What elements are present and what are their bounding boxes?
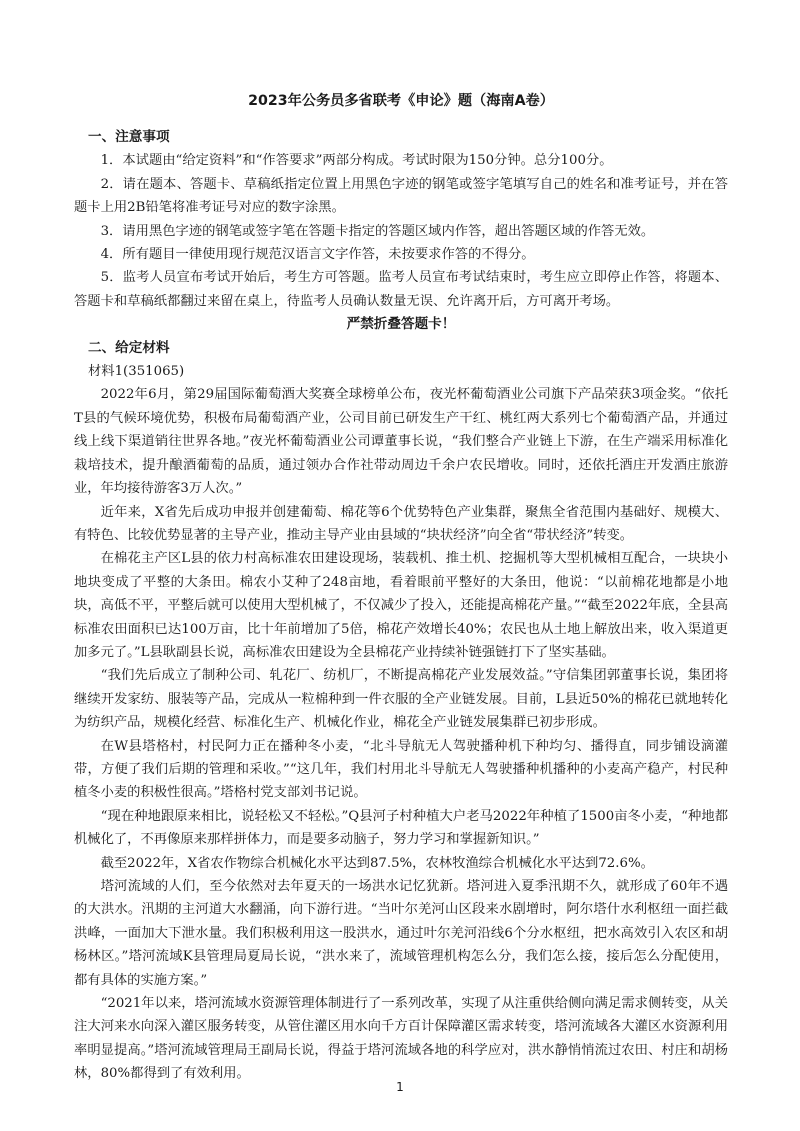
material-paragraph: “2021年以来，塔河流域水资源管理体制进行了一系列改革，实现了从注重供给侧向满足需求侧转变，从关注大河来水向深入灌区服务转变，从管住灌区用水向千方百计保障灌区需求转变，塔河流域各大灌区水资源利用率明显提高。”塔河流域管理局王副局长说，得益于塔河流域各地的科学应对，洪水静悄悄流过农田、村庄和胡杨林，80%都得到了有效利用。 [74, 996, 728, 1082]
material-paragraph: 截至2022年，X省农作物综合机械化水平达到87.5%，农林牧渔综合机械化水平达到72.6%。 [100, 855, 654, 871]
note-item: 2．请在题本、答题卡、草稿纸指定位置上用黑色字迹的钢笔或签字笔填写自己的姓名和准考证号，并在答题卡上用2B铅笔将准考证号对应的数字涂黑。 [74, 176, 728, 216]
page-number: 1 [396, 1080, 404, 1094]
material-paragraph: 塔河流域的人们，至今依然对去年夏天的一场洪水记忆犹新。塔河进入夏季汛期不久，就形成了60年不遇的大洪水。汛期的主河道大水翻涌，向下游行进。“当叶尔羌河山区段来水剧增时，阿尔塔什水利枢纽一面拦截洪峰，一面加大下泄水量。我们积极利用这一股洪水，通过叶尔羌河沿线6个分水枢纽，把水高效引入农区和胡杨林区。”塔河流域K县管理局夏局长说，“洪水来了，流域管理机构怎么分，我们怎么接，接后怎么分配使用，都有具体的实施方案。” [74, 879, 728, 988]
material-paragraph: 在W县塔格村，村民阿力正在播种冬小麦，“北斗导航无人驾驶播种机下种均匀、播得直，同步铺设滴灌带，方便了我们后期的管理和采收。”“这几年，我们村用北斗导航无人驾驶播种机播种的小麦高产稳产，村民种植冬小麦的积极性很高。”塔格村党支部刘书记说。 [74, 738, 728, 801]
note-item: 3．请用黑色字迹的钢笔或签字笔在答题卡指定的答题区域内作答，超出答题区域的作答无效。 [100, 223, 655, 239]
document-title: 2023年公务员多省联考《申论》题（海南A卷） [248, 93, 554, 109]
material-paragraph: 2022年6月，第29届国际葡萄酒大奖赛全球榜单公布，夜光杯葡萄酒业公司旗下产品荣获3项金奖。“依托T县的气候环境优势，积极布局葡萄酒产业，公司目前已研发生产干红、桃红两大系列七个葡萄酒产品，并通过线上线下渠道销往世界各地。”夜光杯葡萄酒业公司谭董事长说，“我们整合产业链上下游，在生产端采用标准化栽培技术，提升酿酒葡萄的品质，通过领办合作社带动周边千余户农民增收。同时，还依托酒庄开发酒庄旅游业，年均接待游客3万人次。” [74, 387, 728, 497]
material-label: 材料1(351065) [88, 364, 185, 380]
material-paragraph: 在棉花主产区L县的依力村高标准农田建设现场，装载机、推土机、挖掘机等大型机械相互配合，一块块小地块变成了平整的大条田。棉农小艾种了248亩地，看着眼前平整好的大条田，他说：“以前棉花地都是小地块，高低不平，平整后就可以使用大型机械了，不仅减少了投入，还能提高棉花产量。”“截至2022年底，全县高标准农田面积已达100万亩，比十年前增加了5倍，棉花产效增长40%；农民也从土地上解放出来，收入渠道更加多元了。”L县耿副县长说，高标准农田建设为全县棉花产业持续补链强链打下了坚实基础。 [74, 551, 728, 660]
document-body [74, 90, 728, 1086]
warning-text: 严禁折叠答题卡！ [346, 316, 456, 333]
material-paragraph: “现在种地跟原来相比，说轻松又不轻松。”Q县河子村种植大户老马2022年种植了1500亩冬小麦，“种地都机械化了，不再像原来那样拼体力，而是要多动脑子，努力学习和掌握新知识。” [74, 808, 728, 848]
section-heading-notes: 一、注意事项 [88, 129, 170, 145]
note-item: 1．本试题由“给定资料”和“作答要求”两部分构成。考试时限为150分钟。总分100分。 [100, 153, 613, 169]
note-item: 5．监考人员宣布考试开始后，考生方可答题。监考人员宣布考试结束时，考生应立即停止作答，将题本、答题卡和草稿纸都翻过来留在桌上，待监考人员确认数量无误、允许离开后，方可离开考场。 [74, 270, 728, 309]
material-paragraph: “我们先后成立了制种公司、轧花厂、纺机厂，不断提高棉花产业发展效益。”守信集团郭董事长说，集团将继续开发家纺、服装等产品，完成从一粒棉种到一件衣服的全产业链发展。目前，L县近50%的棉花已就地转化为纺织产品，规模化经营、标准化生产、机械化作业，棉花全产业链发展集群已初步形成。 [74, 668, 728, 731]
material-paragraph: 近年来，X省先后成功申报并创建葡萄、棉花等6个优势特色产业集群，聚焦全省范围内基础好、规模大、有特色、比较优势显著的主导产业，推动主导产业由县域的“块状经济”向全省“带状经济”转变。 [74, 504, 728, 543]
note-item: 4．所有题目一律使用现行规范汉语言文字作答，未按要求作答的不得分。 [100, 247, 535, 263]
section-heading-materials: 二、给定材料 [88, 339, 170, 356]
